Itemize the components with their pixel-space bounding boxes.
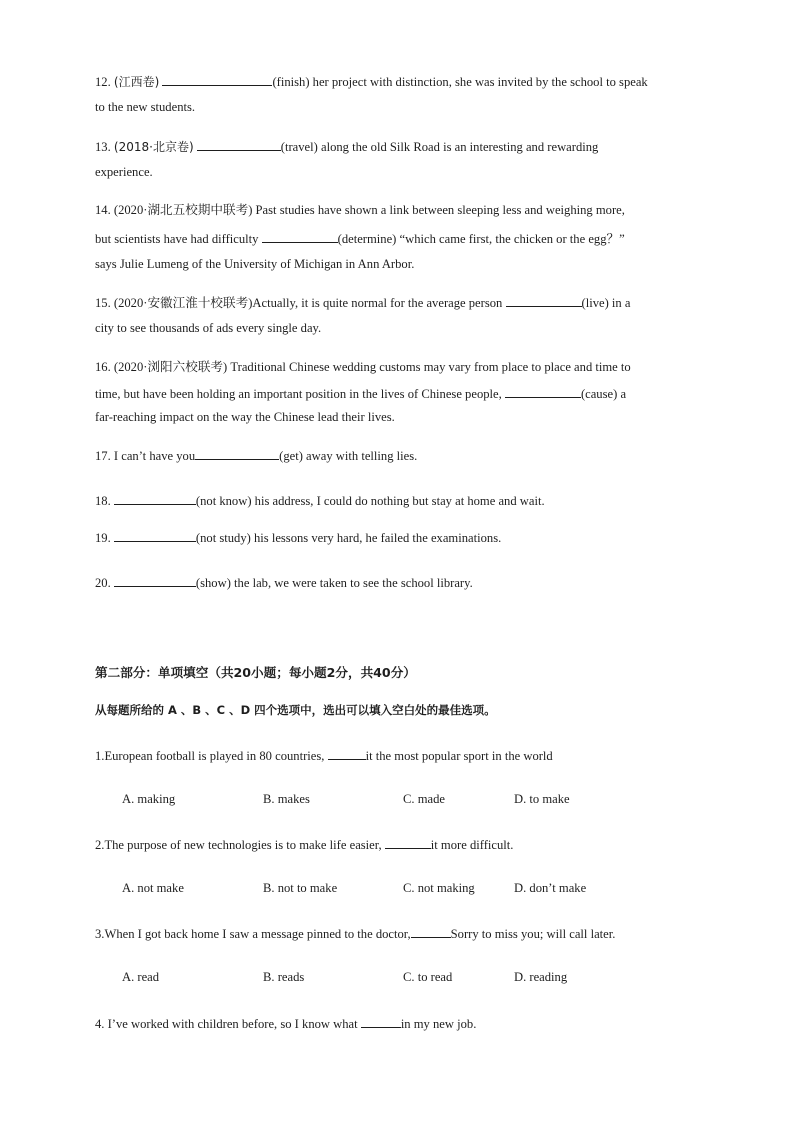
option-b[interactable]: B. reads [263,970,305,984]
option-d[interactable]: D. don’t make [514,881,587,895]
answer-blank[interactable] [114,492,196,505]
option-c[interactable]: C. not making [403,881,475,895]
question-text: (cause) a [580,387,627,401]
question-text: (determine) “which came first, the chicken or the egg？” [337,232,625,246]
answer-blank[interactable] [114,529,196,542]
option-d[interactable]: D. reading [514,970,568,984]
answer-blank[interactable] [197,138,281,151]
question-15-line-2: city to see thousands of ads every single day. [95,321,322,335]
question-16-line-1: 16. (2020·浏阳六校联考) Traditional Chinese wedding customs may vary from place to place and time to [95,360,631,374]
question-text: it more difficult. [430,838,514,852]
question-text: Sorry to miss you; will call later. [450,927,616,941]
option-a[interactable]: A. making [122,792,176,806]
answer-blank[interactable] [195,447,279,460]
question-text: (travel) along the old Silk Road is an interesting and rewarding [280,140,599,154]
question-text: 1.European football is played in 80 countries, [95,749,325,763]
question-number: 19. [95,531,111,545]
question-15-line-1 [95,294,630,311]
question-14-line-3: says Julie Lumeng of the University of Michigan in Ann Arbor. [95,257,415,271]
question-17 [95,447,417,464]
answer-blank[interactable] [506,294,582,307]
option-b[interactable]: B. not to make [263,881,338,895]
question-16-line-3: far-reaching impact on the way the Chinese lead their lives. [95,410,395,424]
question-13-line-2: experience. [95,165,153,179]
option-a[interactable]: A. not make [122,881,184,895]
question-13 [95,138,598,155]
question-number: 20. [95,576,111,590]
section-title: 第二部分：单项填空（共20小题；每小题2分，共40分） [95,665,416,680]
question-text: time, but have been holding an important position in the lives of Chinese people, [95,387,502,401]
question-12 [95,73,648,90]
option-c[interactable]: C. to read [403,970,453,984]
answer-blank[interactable] [361,1015,401,1028]
answer-blank[interactable] [411,925,451,938]
answer-blank[interactable] [114,574,196,587]
question-text: it the most popular sport in the world [365,749,553,763]
question-text: 15. (2020·安徽江淮十校联考)Actually, it is quite normal for the average person [95,296,503,310]
option-d[interactable]: D. to make [514,792,570,806]
answer-blank[interactable] [385,836,431,849]
question-14-line-2 [95,230,625,247]
question-text: 2.The purpose of new technologies is to make life easier, [95,838,382,852]
question-text: 17. I can’t have you [95,449,196,463]
question-source: (2018·北京卷) [113,140,194,154]
question-14-line-1: 14. (2020·湖北五校期中联考) Past studies have shown a link between sleeping less and weighing more, [95,203,625,217]
question-text: 4. I’ve worked with children before, so I know what [95,1017,358,1031]
question-text: (finish) her project with distinction, she was invited by the school to speak [272,75,648,89]
question-number: 13. [95,140,111,154]
question-text: (not study) his lessons very hard, he failed the examinations. [195,531,502,545]
question-12-line-2: to the new students. [95,100,196,114]
answer-blank[interactable] [262,230,338,243]
question-18 [95,492,545,509]
question-number: 18. [95,494,111,508]
mc-question-1 [95,747,553,764]
question-source: (江西卷) [113,75,160,89]
mc-question-2 [95,836,513,853]
question-20 [95,574,473,591]
question-19 [95,529,501,546]
answer-blank[interactable] [328,747,366,760]
mc-question-3 [95,925,615,942]
question-text: (live) in a [581,296,631,310]
question-16-line-2 [95,385,626,402]
question-text: 3.When I got back home I saw a message pinned to the doctor, [95,927,411,941]
answer-blank[interactable] [162,73,272,86]
answer-blank[interactable] [505,385,581,398]
mc-question-4 [95,1015,476,1032]
question-text: in my new job. [400,1017,477,1031]
question-text: but scientists have had difficulty [95,232,259,246]
option-b[interactable]: B. makes [263,792,310,806]
section-instruction: 从每题所给的 A 、B 、C 、D 四个选项中，选出可以填入空白处的最佳选项。 [95,703,496,717]
question-text: (show) the lab, we were taken to see the school library. [195,576,473,590]
option-c[interactable]: C. made [403,792,445,806]
question-text: (get) away with telling lies. [279,449,418,463]
option-a[interactable]: A. read [122,970,160,984]
question-number: 12. [95,75,111,89]
question-text: (not know) his address, I could do nothing but stay at home and wait. [195,494,545,508]
